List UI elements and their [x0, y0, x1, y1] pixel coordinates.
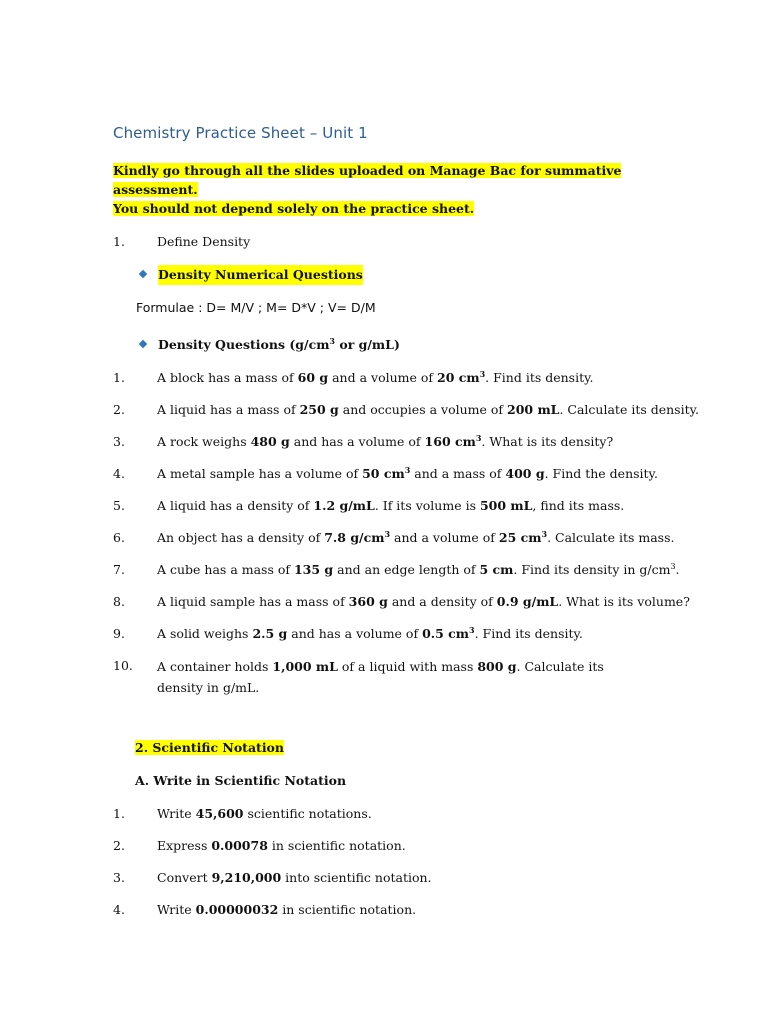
assessment-notice	[113, 161, 673, 218]
diamond-bullet-icon	[139, 270, 147, 278]
notice-line-2: You should not depend solely on the practice sheet.	[113, 201, 475, 216]
page-title: Chemistry Practice Sheet – Unit 1	[113, 124, 368, 142]
scientific-notation-subheading: A. Write in Scientific Notation	[135, 773, 347, 788]
list-text: Define Density	[157, 234, 251, 249]
scientific-notation-heading: 2. Scientific Notation	[135, 740, 284, 755]
formula-line: Formulae : D= M/V ; M= D*V ; V= D/M	[136, 300, 376, 315]
list-number: 1.	[113, 234, 125, 249]
notice-line-1: Kindly go through all the slides uploaded on Manage Bac for summative assessment.	[113, 163, 622, 197]
diamond-bullet-icon	[139, 340, 147, 348]
